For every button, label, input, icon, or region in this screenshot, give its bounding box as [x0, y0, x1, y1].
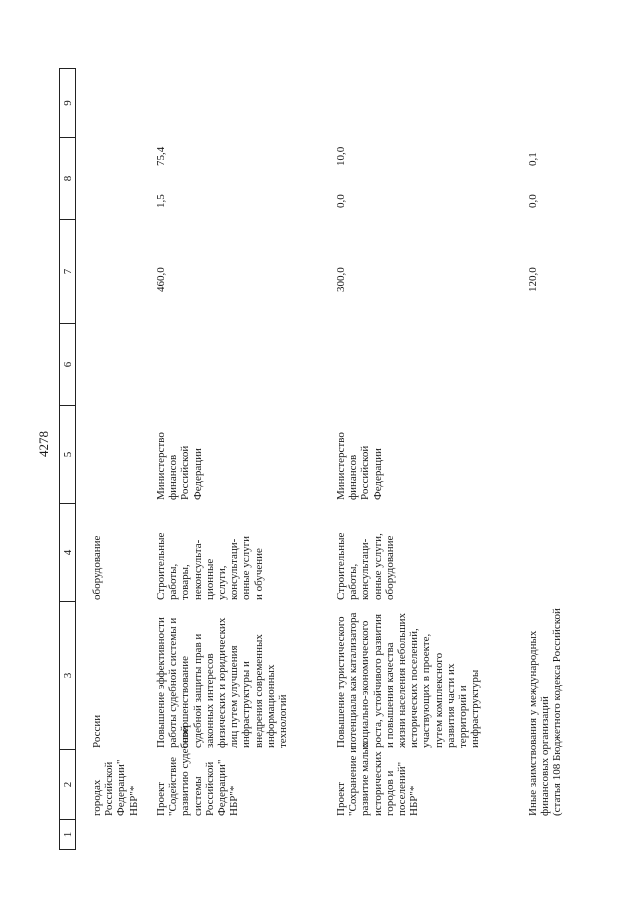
row0-col4: оборудование — [91, 535, 103, 600]
row2-col5: Министерство финансов Российской Федерации — [335, 432, 384, 500]
row1-col8: 75,4 — [155, 146, 167, 166]
row1-col3: Повышение эффективности работы судебной системы и совершенствование судебной защиты прав и законных интересов физических и юридических лиц путем улучшения инфраструктуры и внедрения современных информационных технологий — [155, 617, 290, 748]
row2-col6: 300,0 — [335, 267, 347, 292]
footer-col6: 120,0 — [527, 267, 539, 292]
row2-col3: Повышение туристического потенциала как катализатора социально-экономического роста, устойчивого развития и повышения качества жизни населения небольших исторических поселений, участвующих в проекте, путем комплексного развития части их территорий и инфраструктуры — [335, 612, 482, 748]
row0-col2: городах Российской Федерации" НБР"* — [91, 759, 140, 816]
rotated-table — [59, 68, 640, 850]
row0-col3: России — [91, 714, 103, 748]
row1-col7: 1,5 — [155, 194, 167, 208]
footer-col8: 0,1 — [527, 152, 539, 166]
row2-col4: Строительные работы, консультаци- онные услуги, оборудование — [335, 532, 396, 600]
row2-col2: Проект "Сохранение и развитие малых исторических городов и поселений" НБР"* — [335, 741, 421, 816]
column-header-1: 1 — [59, 820, 76, 850]
column-header-9: 9 — [59, 68, 76, 138]
row1-col6: 460,0 — [155, 267, 167, 292]
footer-col7: 0,0 — [527, 194, 539, 208]
row2-col7: 0,0 — [335, 194, 347, 208]
column-header-5: 5 — [59, 406, 76, 504]
column-header-6: 6 — [59, 324, 76, 406]
column-header-8: 8 — [59, 138, 76, 220]
other-borrowings-label: Иные заимствования у международных финансовых организаций (статья 108 Бюджетного кодекса Российской — [527, 608, 564, 816]
column-header-3: 3 — [59, 602, 76, 750]
column-header-4: 4 — [59, 504, 76, 602]
row1-col5: Министерство финансов Российской Федерации — [155, 432, 204, 500]
row1-col2: Проект "Содействие развитию судебной системы Российской Федерации" НБР"* — [155, 725, 241, 816]
row1-col4: Строительные работы, товары, неконсульта- ционные услуги, консультаци- онные услуги и обучение — [155, 532, 265, 600]
page-number: 4278 — [36, 431, 51, 457]
column-header-7: 7 — [59, 220, 76, 324]
column-header-2: 2 — [59, 750, 76, 820]
row2-col8: 10,0 — [335, 146, 347, 166]
